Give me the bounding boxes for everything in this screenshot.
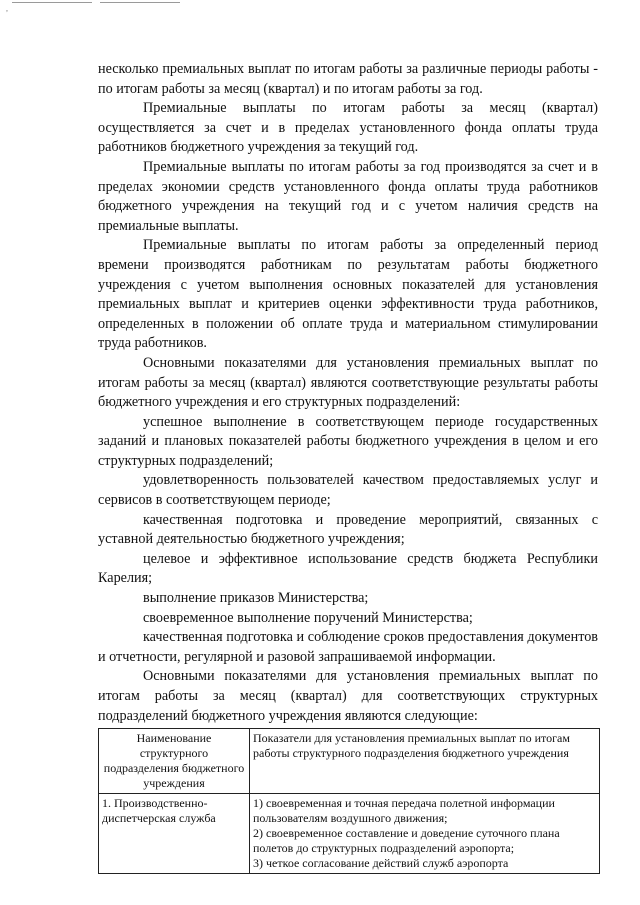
criteria-cell	[250, 794, 600, 874]
document-body	[98, 60, 598, 726]
paragraph: Основными показателями для установления премиальных выплат по итогам работы за месяц (квартал) для соответствующих структурных подразделений бюджетного учреждения являются следующие:	[98, 668, 598, 724]
units-criteria-table	[98, 728, 600, 874]
paragraph: Премиальные выплаты по итогам работы за месяц (квартал) осуществляется за счет и в пределах установленного фонда оплаты труда работников бюджетного учреждения за текущий год.	[98, 100, 598, 156]
paragraph: Премиальные выплаты по итогам работы за определенный период времени производятся работникам по результатам работы бюджетного учреждения с учетом выполнения основных показателей для установления премиальных выплат и критериев оценки эффективности труда работников, определенных в положении об оплате труда и материальном стимулировании труда работников.	[98, 237, 598, 352]
scan-top-rule-right	[100, 2, 180, 3]
list-item: удовлетворенность пользователей качеством предоставляемых услуг и сервисов в соответствующем периоде;	[98, 472, 598, 509]
criterion-item: 2) своевременное составление и доведение суточного плана полетов до структурных подразделений аэропорта;	[253, 826, 560, 855]
list-item: успешное выполнение в соответствующем периоде государственных заданий и плановых показателей работы бюджетного учреждения в целом и его структурных подразделений;	[98, 413, 598, 469]
table-header-row	[99, 729, 600, 794]
list-item: целевое и эффективное использование средств бюджета Республики Карелия;	[98, 550, 598, 587]
list-item: качественная подготовка и проведение мероприятий, связанных с уставной деятельностью бюджетного учреждения;	[98, 511, 598, 548]
paragraph-continuation: несколько премиальных выплат по итогам работы за различные периоды работы - по итогам работы за месяц (квартал) и по итогам работы за год.	[98, 61, 598, 97]
scan-top-rule-left	[12, 2, 92, 3]
criterion-item: 1) своевременная и точная передача полетной информации пользователям воздушного движения;	[253, 796, 555, 825]
list-item: качественная подготовка и соблюдение сроков предоставления документов и отчетности, регулярной и разовой запрашиваемой информации.	[98, 629, 598, 665]
table-row	[99, 794, 600, 874]
header-unit-cell: Наименование структурного подразделения бюджетного учреждения	[99, 729, 250, 794]
unit-name-cell: 1. Производственно-диспетчерская служба	[99, 794, 250, 874]
paragraph: Премиальные выплаты по итогам работы за год производятся за счет и в пределах экономии средств установленного фонда оплаты труда работников бюджетного учреждения на текущий год и с учетом наличия средств на премиальные выплаты.	[98, 158, 598, 234]
header-criteria-cell: Показатели для установления премиальных выплат по итогам работы структурного подразделения бюджетного учреждения	[250, 729, 600, 794]
scan-corner-mark: ,	[6, 4, 8, 13]
paragraph: Основными показателями для установления премиальных выплат по итогам работы за месяц (квартал) являются соответствующие результаты работы бюджетного учреждения и его структурных подразделений:	[98, 354, 598, 411]
criterion-item: 3) четкое согласование действий служб аэропорта	[253, 856, 509, 870]
list-item: выполнение приказов Министерства;	[143, 590, 369, 607]
list-item: своевременное выполнение поручений Министерства;	[143, 609, 473, 626]
